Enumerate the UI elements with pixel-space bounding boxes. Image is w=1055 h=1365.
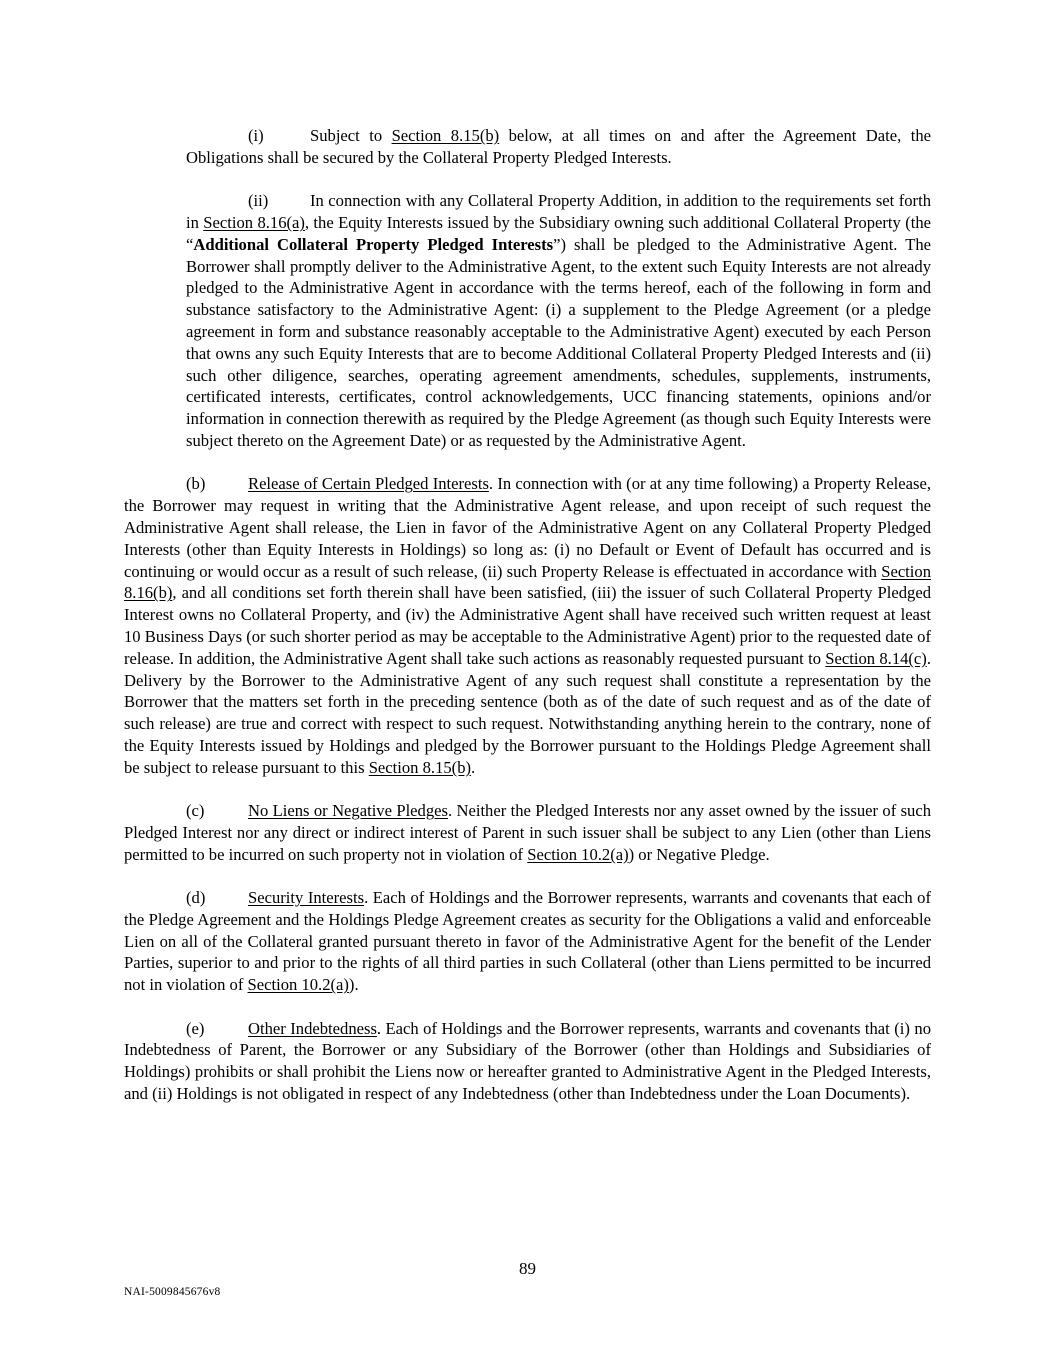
paragraph-heading: Security Interests	[248, 888, 365, 908]
paragraph-e: (e) Other Indebtedness. Each of Holdings and the Borrower represents, warrants and covenants that (i) no Indebtedness of Parent, the Borrower or any Subsidiary of the Borrower (other than Holdings and Subsidiaries of Holdings) prohibits or shall prohibit the Liens now or hereafter granted to Administrative Agent in the Pledged Interests, and (ii) Holdings is not obligated in respect of any Indebtedness (other than Indebtedness under the Loan Documents).	[124, 1018, 931, 1104]
paragraph-number: (ii)	[248, 191, 269, 211]
section-reference-link: Section 8.16(b)	[124, 561, 931, 603]
paragraph-ii: (ii) In connection with any Collateral Property Addition, in addition to the requirements set forth in Section 8.16(a), the Equity Interests issued by the Subsidiary owning such additional Collateral Property (the “Additional Collateral Property Pledged Interests”) shall be pledged to the Administrative Agent. The Borrower shall promptly deliver to the Administrative Agent, to the extent such Equity Interests are not already pledged to the Administrative Agent in accordance with the terms hereof, each of the following in form and substance satisfactory to the Administrative Agent: (i) a supplement to the Pledge Agreement (or a pledge agreement in form and substance reasonably acceptable to the Administrative Agent) executed by each Person that owns any such Equity Interests that are to become Additional Collateral Property Pledged Interests and (ii) such other diligence, searches, operating agreement amendments, schedules, supplements, instruments, certificated interests, certificates, control acknowledgements, UCC financing statements, opinions and/or information in connection therewith as required by the Pledge Agreement (as though such Equity Interests were subject thereto on the Agreement Date) or as requested by the Administrative Agent.	[186, 191, 931, 450]
document-id: NAI-5009845676v8	[124, 1286, 221, 1298]
paragraph-d: (d) Security Interests. Each of Holdings and the Borrower represents, warrants and covenants that each of the Pledge Agreement and the Holdings Pledge Agreement creates as security for the Obligations a valid and enforceable Lien on all of the Collateral granted pursuant thereto in favor of the Administrative Agent for the benefit of the Lender Parties, superior to and prior to the rights of all third parties in such Collateral (other than Liens permitted to be incurred not in violation of Section 10.2(a)).	[124, 888, 931, 995]
paragraph-heading: Release of Certain Pledged Interests	[248, 474, 489, 494]
paragraph-number: (i)	[248, 126, 264, 145]
paragraph-c: (c) No Liens or Negative Pledges. Neither the Pledged Interests nor any asset owned by the issuer of such Pledged Interest nor any direct or indirect interest of Parent in such issuer shall be subject to any Lien (other than Liens permitted to be incurred on such property not in violation of Section 10.2(a)) or Negative Pledge.	[124, 801, 931, 864]
paragraph-heading: No Liens or Negative Pledges	[248, 801, 448, 821]
defined-term: Additional Collateral Property Pledged Interests	[193, 234, 554, 254]
section-reference-link: Section 8.15(b)	[368, 757, 472, 777]
paragraph-number: (c)	[186, 801, 205, 821]
paragraph-heading: Other Indebtedness	[248, 1018, 377, 1038]
paragraph-i: (i) Subject to Section 8.15(b) below, at all times on and after the Agreement Date, the Obligations shall be secured by the Collateral Property Pledged Interests.	[186, 126, 931, 167]
document-page	[124, 125, 931, 1126]
section-reference-link: Section 8.15(b)	[391, 126, 500, 145]
section-reference-link: Section 10.2(a)	[527, 844, 629, 864]
section-reference-link: Section 8.16(a)	[203, 212, 305, 232]
paragraph-number: (d)	[186, 888, 206, 908]
paragraph-number: (e)	[186, 1018, 205, 1038]
paragraph-b: (b) Release of Certain Pledged Interests. In connection with (or at any time following) a Property Release, the Borrower may request in writing that the Administrative Agent release, and upon receipt of such request the Administrative Agent shall release, the Lien in favor of the Administrative Agent on any Collateral Property Pledged Interests (other than Equity Interests in Holdings) so long as: (i) no Default or Event of Default has occurred and is continuing or would occur as a result of such release, (ii) such Property Release is effectuated in accordance with Section 8.16(b), and all conditions set forth therein shall have been satisfied, (iii) the issuer of such Collateral Property Pledged Interest owns no Collateral Property, and (iv) the Administrative Agent shall have received such written request at least 10 Business Days (or such shorter period as may be acceptable to the Administrative Agent) prior to the requested date of release. In addition, the Administrative Agent shall take such actions as reasonably requested pursuant to Section 8.14(c). Delivery by the Borrower to the Administrative Agent of any such request shall constitute a representation by the Borrower that the matters set forth in the preceding sentence (both as of the date of such request and as of the date of such release) are true and correct with respect to such request. Notwithstanding anything herein to the contrary, none of the Equity Interests issued by Holdings and pledged by the Borrower pursuant to the Holdings Pledge Agreement shall be subject to release pursuant to this Section 8.15(b).	[124, 474, 931, 777]
paragraph-number: (b)	[186, 474, 206, 494]
section-reference-link: Section 10.2(a)	[247, 975, 349, 995]
page-number: 89	[519, 1259, 536, 1278]
section-reference-link: Section 8.14(c)	[825, 648, 927, 668]
